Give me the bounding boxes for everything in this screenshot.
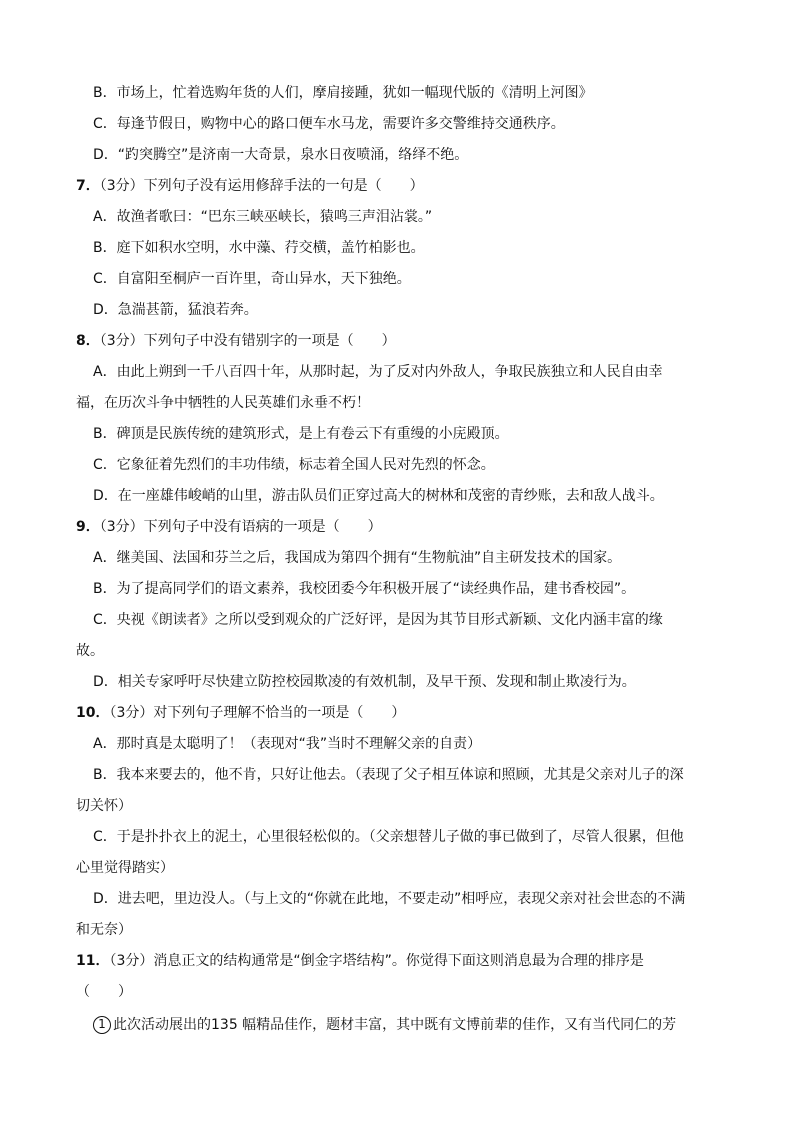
q8-stem: [76, 331, 716, 351]
q11-number: 11．: [76, 953, 110, 969]
q11-stem: [76, 951, 716, 971]
q10-option-c: C．于是扑扑衣上的泥土，心里很轻松似的。（父亲想替儿子做的事已做到了，尽管人很累，但他: [93, 829, 684, 845]
q10-option-b-cont: 切关怀）: [76, 798, 132, 814]
q6-option-d: D．“趵突腾空”是济南一大奇景，泉水日夜喷涌，络绎不绝。: [93, 147, 469, 163]
q10-option-d: D．进去吧，里边没人。（与上文的“你就在此地，不要走动”相呼应，表现父亲对社会世态的不满: [93, 891, 686, 907]
q7-option-a: A．故渔者歌曰：“巴东三峡巫峡长，猿鸣三声泪沾裳。”: [93, 209, 433, 225]
q7-number: 7．: [76, 178, 100, 194]
q9-option-a: A．继美国、法国和芬兰之后，我国成为第四个拥有“生物航油”自主研发技术的国家。: [93, 550, 622, 566]
q9-stem-text: （3分）下列句子中没有语病的一项是（ ）: [99, 519, 382, 535]
q8-option-b: B．碑顶是民族传统的建筑形式，是上有卷云下有重缦的小庑殿顶。: [93, 426, 509, 442]
q8-option-a: A．由此上朔到一千八百四十年，从那时起，为了反对内外敌人，争取民族独立和人民自由幸: [93, 364, 663, 380]
q10-stem: [76, 703, 716, 723]
q11-stem-text: （3分）消息正文的结构通常是“倒金字塔结构”。你觉得下面这则消息最为合理的排序是: [109, 953, 644, 969]
q9-option-c: C．央视《朗读者》之所以受到观众的广泛好评，是因为其节目形式新颖、文化内涵丰富的缘: [93, 612, 663, 628]
q8-number: 8．: [76, 333, 100, 349]
q10-stem-text: （3分）对下列句子理解不恰当的一项是（ ）: [109, 705, 406, 721]
q7-stem-text: （3分）下列句子没有运用修辞手法的一句是（ ）: [99, 178, 424, 194]
q11-item-1-text: 此次活动展出的135 幅精品佳作，题材丰富，其中既有文博前辈的佳作，又有当代同仁的芳: [113, 1017, 677, 1033]
q6-option-b: B．市场上，忙着选购年货的人们，摩肩接踵，犹如一幅现代版的《清明上河图》: [93, 85, 593, 101]
q6-option-c: C．每逢节假日，购物中心的路口便车水马龙，需要许多交警维持交通秩序。: [93, 116, 565, 132]
q9-stem: [76, 517, 716, 537]
q7-stem: [76, 176, 716, 196]
q10-option-c-cont: 心里觉得踏实）: [76, 860, 174, 876]
q8-option-c: C．它象征着先烈们的丰功伟绩，标志着全国人民对先烈的怀念。: [93, 457, 495, 473]
q9-option-d: D．相关专家呼吁尽快建立防控校园欺凌的有效机制，及早干预、发现和制止欺凌行为。: [93, 674, 636, 690]
q8-option-a-cont: 福，在历次斗争中牺牲的人民英雄们永垂不朽！: [76, 395, 370, 411]
q11-item-1: [93, 1015, 723, 1035]
q7-option-c: C．自富阳至桐庐一百许里，奇山异水，天下独绝。: [93, 271, 411, 287]
q10-option-d-cont: 和无奈）: [76, 922, 132, 938]
q10-option-b: B．我本来要去的，他不肯，只好让他去。（表现了父子相互体谅和照顾，尤其是父亲对儿子的深: [93, 767, 684, 783]
q11-stem-cont: （ ）: [76, 984, 132, 1000]
q9-option-b: B．为了提高同学们的语文素养，我校团委今年积极开展了“读经典作品，建书香校园”。: [93, 581, 636, 597]
q9-option-c-cont: 故。: [76, 643, 104, 659]
q7-option-b: B．庭下如积水空明，水中藻、荇交横，盖竹柏影也。: [93, 240, 425, 256]
q8-stem-text: （3分）下列句子中没有错别字的一项是（ ）: [99, 333, 396, 349]
q8-option-d: D．在一座雄伟峻峭的山里，游击队员们正穿过高大的树林和茂密的青纱账，去和敌人战斗。: [93, 488, 664, 504]
q10-option-a: A．那时真是太聪明了！（表现对“我”当时不理解父亲的自责）: [93, 736, 482, 752]
q7-option-d: D．急湍甚箭，猛浪若奔。: [93, 302, 258, 318]
q10-number: 10．: [76, 705, 110, 721]
q9-number: 9．: [76, 519, 100, 535]
circled-number-1: 1: [93, 1016, 111, 1034]
